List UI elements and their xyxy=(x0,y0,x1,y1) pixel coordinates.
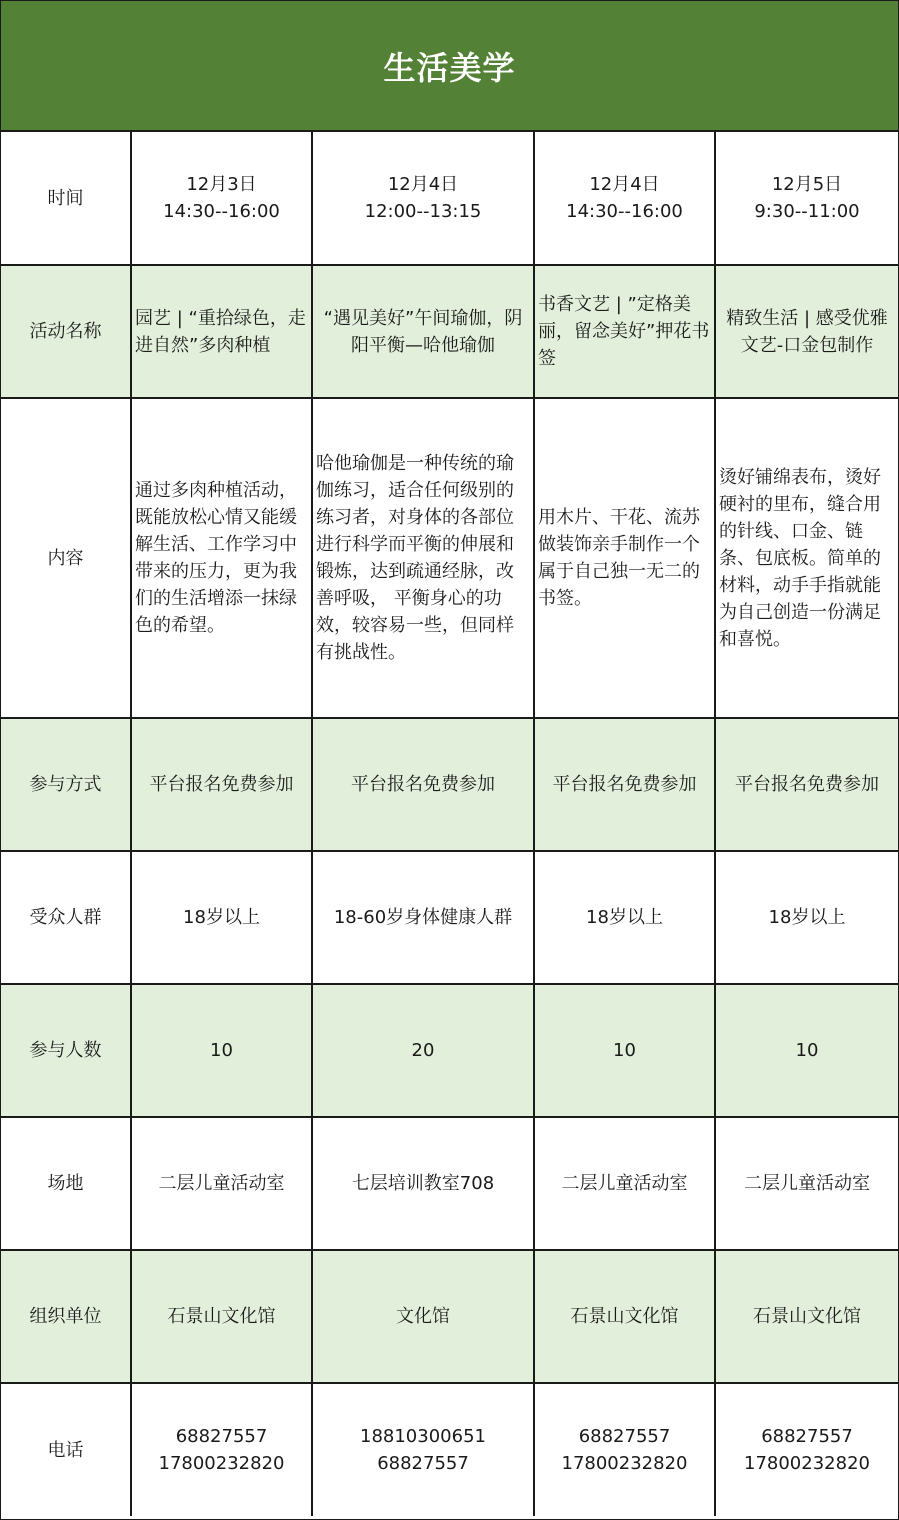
table-cell: 18-60岁身体健康人群 xyxy=(312,851,534,984)
table-row xyxy=(1,984,898,1117)
table-cell xyxy=(131,132,312,265)
row-label: 电话 xyxy=(1,1383,131,1516)
table-row xyxy=(1,265,898,398)
table-row xyxy=(1,1117,898,1250)
title-bar xyxy=(1,1,898,132)
table-cell: 石景山文化馆 xyxy=(534,1250,715,1383)
cell-line: 14:30--16:00 xyxy=(163,201,280,222)
cell-line: 12月5日 xyxy=(771,174,843,195)
schedule-table xyxy=(1,132,898,1516)
table-cell: 二层儿童活动室 xyxy=(534,1117,715,1250)
table-cell: 七层培训教室708 xyxy=(312,1117,534,1250)
cell-line: 12月4日 xyxy=(387,174,459,195)
table-cell: 书香文艺 | ”定格美丽，留念美好”押花书签 xyxy=(534,265,715,398)
cell-line: 12:00--13:15 xyxy=(364,201,482,222)
table-cell xyxy=(312,132,534,265)
table-row xyxy=(1,718,898,851)
cell-line: 17800232820 xyxy=(561,1453,688,1474)
cell-line: 68827557 xyxy=(578,1426,671,1447)
table-cell: 10 xyxy=(131,984,312,1117)
table-row xyxy=(1,1383,898,1516)
table-cell: 用木片、干花、流苏做装饰亲手制作一个属于自己独一无二的书签。 xyxy=(534,398,715,718)
table-cell: 10 xyxy=(715,984,898,1117)
table-row xyxy=(1,132,898,265)
table-cell: 18岁以上 xyxy=(131,851,312,984)
table-cell: 石景山文化馆 xyxy=(715,1250,898,1383)
table-cell xyxy=(534,1383,715,1516)
page-title: 生活美学 xyxy=(383,48,516,87)
cell-line: 68827557 xyxy=(175,1426,268,1447)
table-cell: 二层儿童活动室 xyxy=(131,1117,312,1250)
row-label: 内容 xyxy=(1,398,131,718)
table-cell: “遇见美好”午间瑜伽，阴阳平衡—哈他瑜伽 xyxy=(312,265,534,398)
cell-line: 18810300651 xyxy=(360,1426,486,1447)
cell-line: 17800232820 xyxy=(158,1453,285,1474)
table-cell: 平台报名免费参加 xyxy=(715,718,898,851)
row-label: 组织单位 xyxy=(1,1250,131,1383)
table-cell: 18岁以上 xyxy=(715,851,898,984)
cell-line: 17800232820 xyxy=(744,1453,870,1474)
cell-line: 68827557 xyxy=(377,1453,469,1474)
row-label: 场地 xyxy=(1,1117,131,1250)
table-cell: 平台报名免费参加 xyxy=(534,718,715,851)
row-label: 活动名称 xyxy=(1,265,131,398)
table-cell xyxy=(312,1383,534,1516)
table-row xyxy=(1,1250,898,1383)
row-label: 受众人群 xyxy=(1,851,131,984)
table-cell: 10 xyxy=(534,984,715,1117)
table-cell: 通过多肉种植活动，既能放松心情又能缓解生活、工作学习中带来的压力，更为我们的生活增添一抹绿色的希望。 xyxy=(131,398,312,718)
cell-line: 68827557 xyxy=(761,1426,853,1447)
row-label: 时间 xyxy=(1,132,131,265)
cell-line: 14:30--16:00 xyxy=(566,201,683,222)
cell-line: 9:30--11:00 xyxy=(754,201,860,222)
table-cell: 园艺 | “重拾绿色，走进自然”多肉种植 xyxy=(131,265,312,398)
table-cell: 20 xyxy=(312,984,534,1117)
table-cell xyxy=(715,132,898,265)
table-cell: 哈他瑜伽是一种传统的瑜伽练习，适合任何级别的练习者，对身体的各部位进行科学而平衡的伸展和锻炼，达到疏通经脉，改善呼吸， 平衡身心的功效，较容易一些，但同样有挑战性。 xyxy=(312,398,534,718)
table-cell: 烫好铺绵表布，烫好硬衬的里布，缝合用的针线、口金、链条、包底板。简单的材料，动手手指就能为自己创造一份满足和喜悦。 xyxy=(715,398,898,718)
cell-line: 12月4日 xyxy=(589,174,660,195)
cell-line: 12月3日 xyxy=(186,174,257,195)
table-cell xyxy=(715,1383,898,1516)
table-cell: 文化馆 xyxy=(312,1250,534,1383)
table-cell xyxy=(534,132,715,265)
table-cell: 精致生活 | 感受优雅文艺-口金包制作 xyxy=(715,265,898,398)
table-cell: 18岁以上 xyxy=(534,851,715,984)
row-label: 参与人数 xyxy=(1,984,131,1117)
row-label: 参与方式 xyxy=(1,718,131,851)
table-row xyxy=(1,851,898,984)
table-row xyxy=(1,398,898,718)
table-cell xyxy=(131,1383,312,1516)
table-cell: 平台报名免费参加 xyxy=(312,718,534,851)
table-cell: 平台报名免费参加 xyxy=(131,718,312,851)
table-cell: 二层儿童活动室 xyxy=(715,1117,898,1250)
table-cell: 石景山文化馆 xyxy=(131,1250,312,1383)
